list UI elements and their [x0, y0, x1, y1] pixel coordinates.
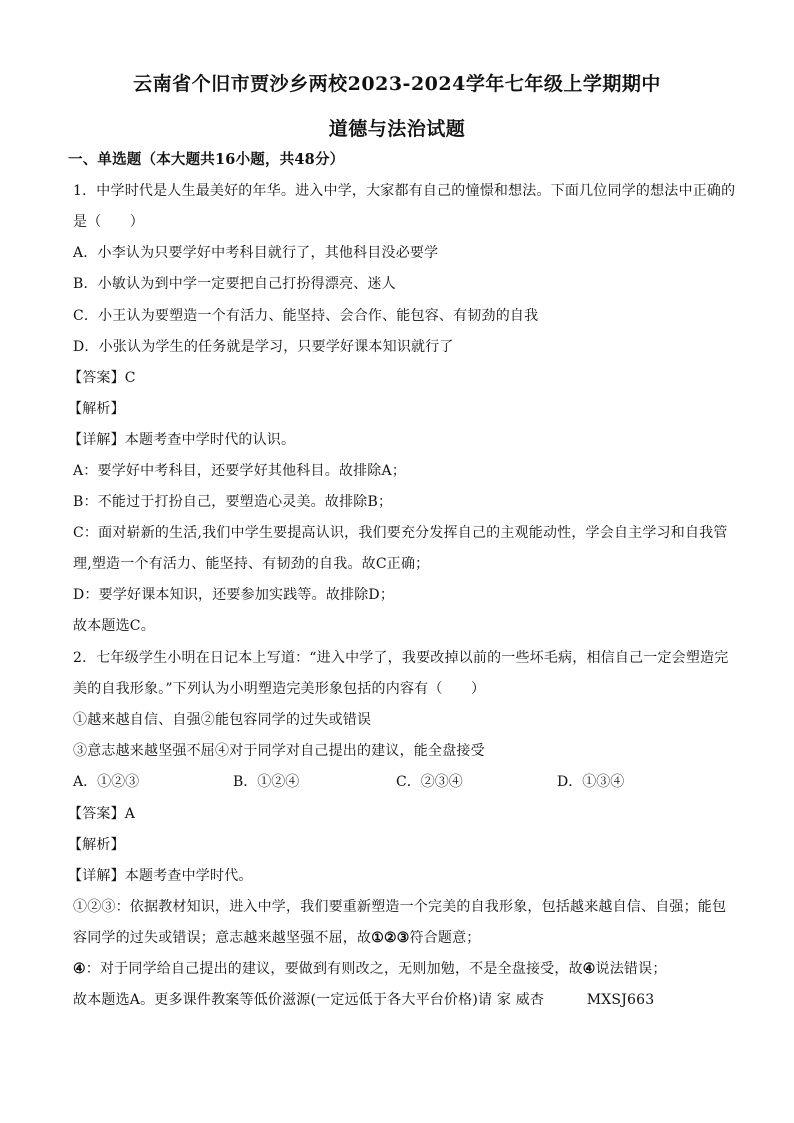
- q1-answer: 【答案】C: [68, 370, 136, 386]
- q2-option-d: D．①③④: [557, 774, 625, 790]
- q2-explain-line3-post: 说法错误；: [595, 961, 667, 977]
- q2-conclusion: 故本题选A。更多课件教案等低价滋源(一定远低于各大平台价格)请 家 威杏 MXSJ663: [73, 992, 655, 1008]
- q1-explain-c-line2: 理,塑造一个有活力、能坚持、有韧劲的自我。故C正确；: [73, 556, 430, 572]
- q2-explain-line2-pre: 容同学的过失或错误；意志越来越坚强不屈，故: [73, 930, 372, 946]
- section-heading: 一、单选题（本大题共16小题，共48分）: [68, 151, 345, 168]
- q2-option-c: C．②③④: [396, 774, 463, 790]
- q1-option-b: B．小敏认为到中学一定要把自己打扮得漂亮、迷人: [73, 276, 396, 292]
- q1-option-a: A．小李认为只要学好中考科目就行了，其他科目没必要学: [73, 245, 439, 261]
- q1-option-c: C．小王认为要塑造一个有活力、能坚持、会合作、能包容、有韧劲的自我: [73, 308, 539, 324]
- q2-option-b: B．①②④: [233, 774, 300, 790]
- q1-stem-line1: 1．中学时代是人生最美好的年华。进入中学，大家都有自己的憧憬和想法。下面几位同学的想法中正确的: [73, 183, 736, 199]
- q2-explain-line2-post: 符合题意；: [409, 930, 481, 946]
- q2-explain-line3: [73, 959, 667, 979]
- q1-detail: 【详解】本题考查中学时代的认识。: [68, 432, 296, 448]
- q1-explain-b: B：不能过于打扮自己，要塑造心灵美。故排除B；: [73, 494, 393, 510]
- q2-stem-line2: 美的自我形象。”下列认为小明塑造完美形象包括的内容有（ ）: [73, 681, 486, 697]
- q2-explain-line2: [73, 928, 480, 948]
- doc-title-line2: 道德与法治试题: [328, 118, 466, 140]
- q2-item-line2: ③意志越来越坚强不屈④对于同学对自己提出的建议，能全盘接受: [73, 743, 485, 759]
- q1-explain-a: A：要学好中考科目，还要学好其他科目。故排除A；: [73, 463, 407, 479]
- q2-analysis-label: 【解析】: [68, 837, 125, 853]
- q2-explain-line3-bold1: ④: [73, 961, 86, 977]
- q2-answer: 【答案】A: [68, 806, 136, 822]
- q1-explain-d: D：要学好课本知识，还要参加实践等。故排除D；: [73, 587, 395, 603]
- q2-item-line1: ①越来越自信、自强②能包容同学的过失或错误: [73, 712, 372, 728]
- q1-explain-c-line1: C：面对崭新的生活,我们中学生要提高认识，我们要充分发挥自己的主观能动性，学会自主学习和自我管: [73, 525, 728, 541]
- q1-option-d: D．小张认为学生的任务就是学习，只要学好课本知识就行了: [73, 339, 454, 355]
- q1-stem-line2: 是（ ）: [73, 214, 144, 230]
- q1-conclusion: 故本题选C。: [73, 618, 155, 634]
- q2-stem-line1: 2．七年级学生小明在日记本上写道：“进入中学了，我要改掉以前的一些坏毛病，相信自己一定会塑造完: [73, 650, 729, 666]
- q2-explain-line3-mid: ：对于同学给自己提出的建议，要做到有则改之，无则加勉，不是全盘接受，故: [85, 961, 583, 977]
- q2-explain-line3-bold2: ④: [582, 961, 596, 977]
- q1-analysis-label: 【解析】: [68, 401, 125, 417]
- q2-explain-line2-bold: ①②③: [371, 930, 410, 946]
- q2-explain-line1: ①②③：依据教材知识，进入中学，我们要重新塑造一个完美的自我形象，包括越来越自信、自强；能包: [73, 899, 727, 915]
- q2-detail: 【详解】本题考查中学时代。: [68, 868, 253, 884]
- doc-title-line1: 云南省个旧市贾沙乡两校2023-2024学年七年级上学期期中: [133, 73, 661, 95]
- q2-option-a: A．①②③: [73, 774, 140, 790]
